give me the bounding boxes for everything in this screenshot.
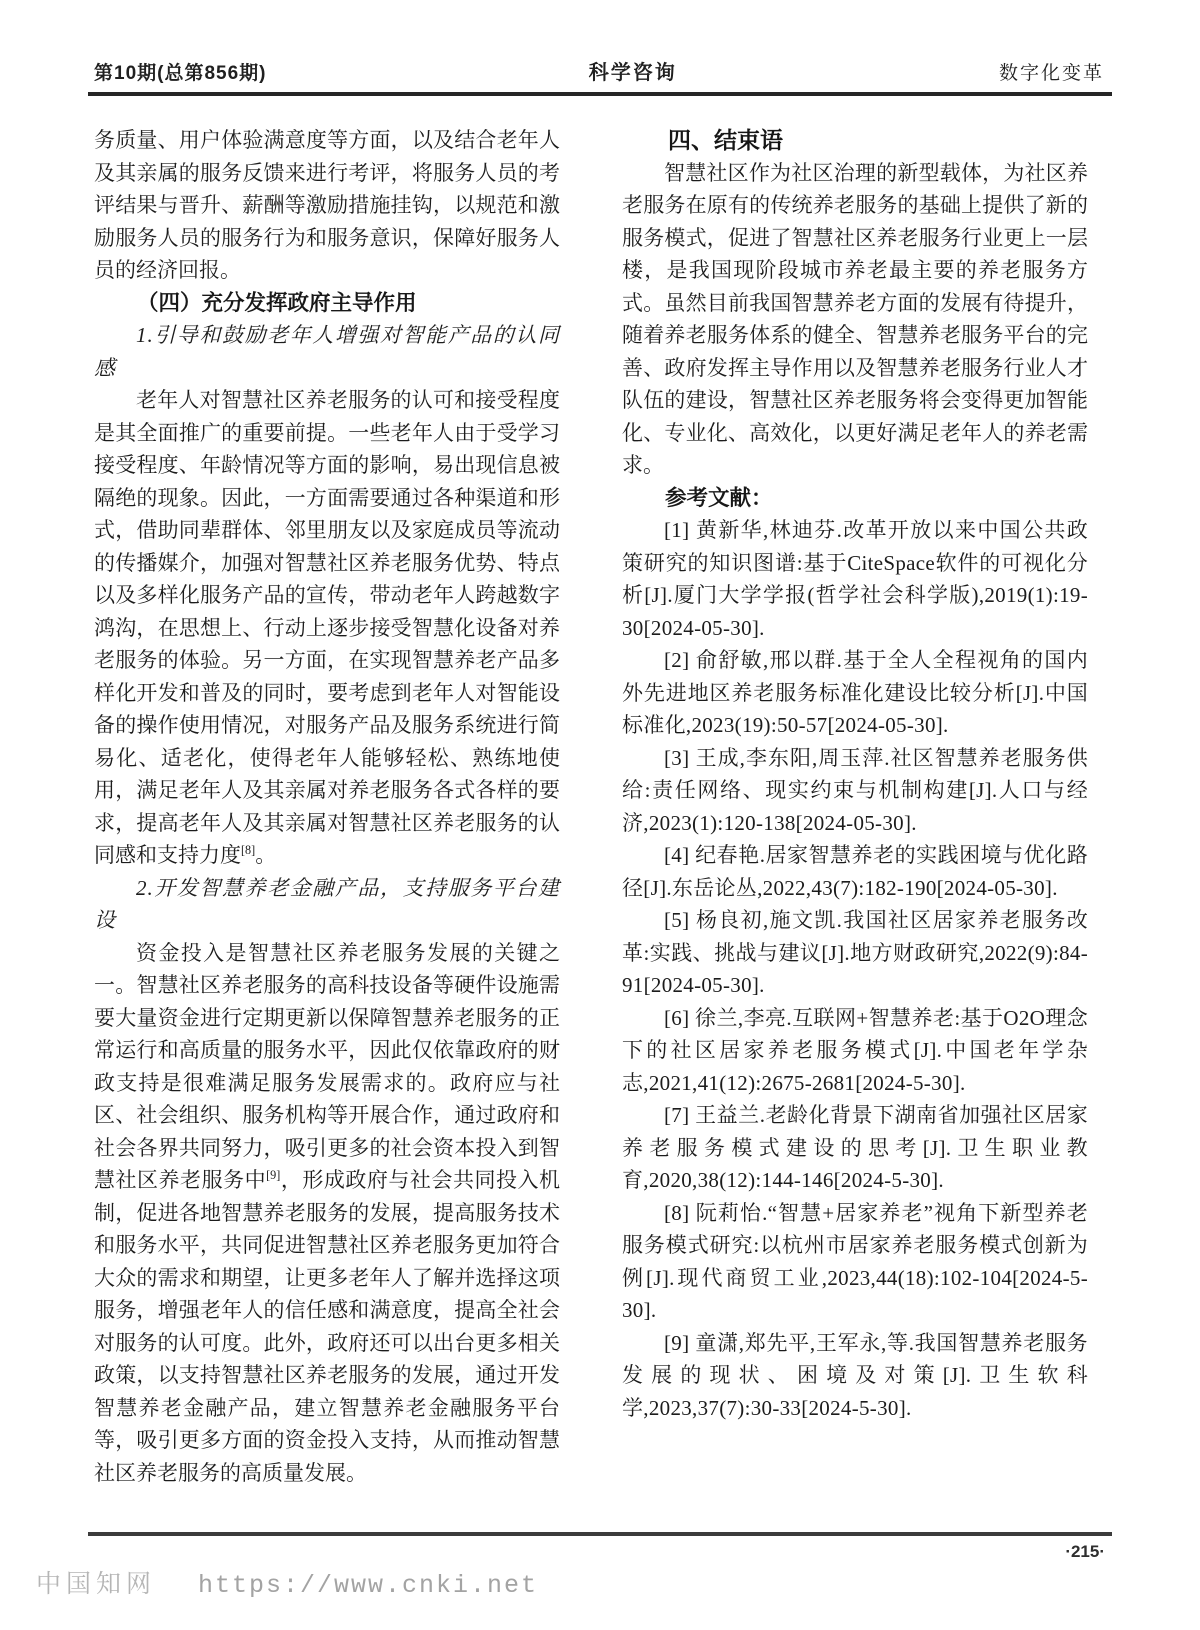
reference-item: [1] 黄新华,林迪芬.改革开放以来中国公共政策研究的知识图谱:基于CiteSpace软件的可视化分析[J].厦门大学学报(哲学社会科学版),2019(1):19-30[2024-05-30]. (622, 518, 1088, 640)
reference-item: [8] 阮莉怡.“智慧+居家养老”视角下新型养老服务模式研究:以杭州市居家养老服务模式创新为例[J].现代商贸工业,2023,44(18):102-104[2024-5-30]. (622, 1200, 1088, 1322)
conclusion-paragraph: 智慧社区作为社区治理的新型载体，为社区养老服务在原有的传统养老服务的基础上提供了新的服务模式，促进了智慧社区养老服务行业更上一层楼，是我国现阶段城市养老最主要的养老服务方式。虽然目前我国智慧养老方面的发展有待提升，随着养老服务体系的健全、智慧养老服务平台的完善、政府发挥主导作用以及智慧养老服务行业人才队伍的建设，智慧社区养老服务将会变得更加智能化、专业化、高效化，以更好满足老年人的养老需求。 (622, 160, 1088, 477)
journal-title: 科学咨询 (588, 62, 677, 84)
header-rule (88, 92, 1112, 96)
left-column (94, 124, 560, 1489)
conclusion-heading: 四、结束语 (668, 127, 783, 153)
section-heading-4: （四）充分发挥政府主导作用 (137, 290, 417, 315)
references-heading: 参考文献： (665, 485, 773, 510)
footer-rule (88, 1532, 1112, 1536)
paragraph-subsection-2: 资金投入是智慧社区养老服务发展的关键之一。智慧社区养老服务的高科技设备等硬件设施需要大量资金进行定期更新以保障智慧养老服务的正常运行和高质量的服务水平，因此仅依靠政府的财政支持是很难满足服务发展需求的。政府应与社区、社会组织、服务机构等开展合作，通过政府和社会各界共同努力，吸引更多的社会资本投入到智慧社区养老服务中[9]，形成政府与社会共同投入机制，促进各地智慧养老服务的发展，提高服务技术和服务水平，共同促进智慧社区养老服务更加符合大众的需求和期望，让更多老年人了解并选择这项服务，增强老年人的信任感和满意度，提高全社会对服务的认可度。此外，政府还可以出台更多相关政策，以支持智慧社区养老服务的发展，通过开发智慧养老金融产品，建立智慧养老金融服务平台等，吸引更多方面的资金投入支持，从而推动智慧社区养老服务的高质量发展。 (94, 940, 561, 1485)
page-number: ·215· (1065, 1542, 1105, 1561)
cnki-watermark (36, 1564, 538, 1600)
page-body (94, 124, 1088, 1489)
reference-item: [6] 徐兰,李亮.互联网+智慧养老:基于O2O理念下的社区居家养老服务模式[J].中国老年学杂志,2021,41(12):2675-2681[2024-5-30]. (622, 1005, 1088, 1095)
reference-item: [9] 童潇,郑先平,王军永,等.我国智慧养老服务发展的现状、困境及对策[J].卫生软科学,2023,37(7):30-33[2024-5-30]. (622, 1330, 1088, 1420)
paragraph-subsection-1: 老年人对智慧社区养老服务的认可和接受程度是其全面推广的重要前提。一些老年人由于受学习接受程度、年龄情况等方面的影响，易出现信息被隔绝的现象。因此，一方面需要通过各种渠道和形式，借助同辈群体、邻里朋友以及家庭成员等流动的传播媒介，加强对智慧社区养老服务优势、特点以及多样化服务产品的宣传，带动老年人跨越数字鸿沟，在思想上、行动上逐步接受智慧化设备对养老服务的体验。另一方面，在实现智慧养老产品多样化开发和普及的同时，要考虑到老年人对智能设备的操作使用情况，对服务产品及服务系统进行简易化、适老化，使得老年人能够轻松、熟练地使用，满足老年人及其亲属对养老服务各式各样的要求，提高老年人及其亲属对智慧社区养老服务的认同感和支持力度[8]。 (94, 388, 560, 867)
running-head (94, 56, 1104, 85)
reference-item: [5] 杨良初,施文凯.我国社区居家养老服务改革:实践、挑战与建议[J].地方财政研究,2022(9):84-91[2024-05-30]. (622, 908, 1088, 997)
paragraph-continuation: 务质量、用户体验满意度等方面，以及结合老年人及其亲属的服务反馈来进行考评，将服务人员的考评结果与晋升、薪酬等激励措施挂钩，以规范和激励服务人员的服务行为和服务意识，保障好服务人员的经济回报。 (94, 128, 560, 282)
issue-number: 第10期(总第856期) (94, 63, 267, 84)
right-column (622, 124, 1088, 1489)
reference-item: [2] 俞舒敏,邢以群.基于全人全程视角的国内外先进地区养老服务标准化建设比较分析[J].中国标准化,2023(19):50-57[2024-05-30]. (622, 648, 1088, 737)
column-title: 数字化变革 (998, 63, 1104, 84)
subsection-heading-1: 1.引导和鼓励老年人增强对智能产品的认同感 (94, 323, 560, 380)
subsection-heading-2: 2.开发智慧养老金融产品，支持服务平台建设 (94, 875, 560, 932)
reference-item: [7] 王益兰.老龄化背景下湖南省加强社区居家养老服务模式建设的思考[J].卫生职业教育,2020,38(12):144-146[2024-5-30]. (622, 1103, 1088, 1192)
cnki-url: https://www.cnki.net (198, 1571, 539, 1600)
reference-item: [4] 纪春艳.居家智慧养老的实践困境与优化路径[J].东岳论丛,2022,43(7):182-190[2024-05-30]. (622, 843, 1088, 900)
reference-item: [3] 王成,李东阳,周玉萍.社区智慧养老服务供给:责任网络、现实约束与机制构建[J].人口与经济,2023(1):120-138[2024-05-30]. (622, 745, 1088, 835)
cnki-name: 中国知网 (36, 1571, 157, 1598)
